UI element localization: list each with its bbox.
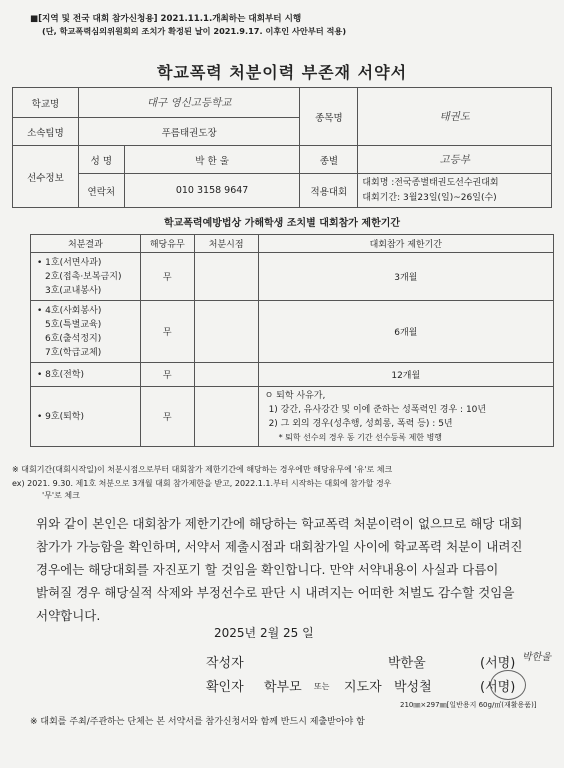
- row-1-result: [31, 253, 141, 301]
- row-3-result: [31, 363, 141, 387]
- header-line-2: (단, 학교폭력심의위원회의 조치가 확정된 날이 2021.9.17. 이후인 사안부터 적용): [42, 26, 347, 36]
- row-3-applies: 무: [140, 363, 194, 387]
- author-handwritten-signature: 박한울: [522, 652, 551, 663]
- header-period: 대회참가 제한기간: [258, 235, 553, 253]
- restriction-title: 학교폭력예방법상 가해학생 조치별 대회참가 제한기간: [163, 218, 401, 229]
- coach-sign-label: (서명): [480, 680, 516, 695]
- row-2-date: [194, 301, 258, 363]
- contact-label: 연락처: [78, 174, 124, 208]
- expulsion-reason: ㅇ 퇴학 사유가,: [264, 390, 326, 401]
- note-line-3: '무'로 체크: [42, 491, 80, 500]
- note-line-1: ※ 대회기간(대회시작일)이 처분시점으로부터 대회참가 제한기간에 해당하는 경우에만 해당유무에 '유'로 체크: [12, 465, 393, 474]
- player-info-table: [12, 87, 552, 208]
- row-4-period: [258, 387, 553, 447]
- contact-value: 010 3158 9647: [124, 174, 300, 208]
- row-1-applies: 무: [140, 253, 194, 301]
- author-label: 작성자: [206, 656, 244, 671]
- parent-label: 학부모: [264, 680, 302, 695]
- row-2-item: 7호(학급교체): [45, 347, 102, 358]
- expulsion-reason: * 퇴학 선수의 경우 동 기간 선수등록 제한 병행: [278, 432, 443, 442]
- row-1-period: 3개월: [258, 253, 553, 301]
- event-period: 대회기간: 3월23일(일)~26일(수): [362, 192, 497, 203]
- header-line-1: ■[지역 및 전국 대회 참가신청용] 2021.11.1.개최하는 대회부터 시행: [30, 14, 302, 24]
- expulsion-reason: 2) 그 외의 경우(성추행, 성희롱, 폭력 등) : 5년: [268, 418, 453, 429]
- event-name: 대회명 :전국종별태권도선수권대회: [362, 177, 499, 188]
- stamp-seal: [490, 670, 526, 700]
- row-1-date: [194, 253, 258, 301]
- header-date: 처분시점: [194, 235, 258, 253]
- team-value: 푸름태권도장: [78, 118, 300, 146]
- event-label: 적용대회: [300, 174, 358, 208]
- row-4-date: [194, 387, 258, 447]
- document-title: 학교폭력 처분이력 부존재 서약서: [156, 63, 408, 82]
- row-2-item: 6호(출석정지): [45, 333, 102, 344]
- row-2-item: • 4호(사회봉사): [37, 305, 102, 316]
- restriction-table: [30, 234, 554, 447]
- row-2-result: [31, 301, 141, 363]
- note-line-2: ex) 2021. 9.30. 제1호 처분으로 3개월 대회 참가제한을 받고, 2022.1.1.부터 시작하는 대회에 참가할 경우: [12, 479, 392, 488]
- sport-value: 태권도: [358, 88, 552, 146]
- pledge-paragraph: 위와 같이 본인은 대회참가 제한기간에 해당하는 학교폭력 처분이력이 없으므로 해당 대회 참가가 가능함을 확인하며, 서약서 제출시점과 대회참가일 사이에 학교폭력 처분이 내려진 경우에는 해당대회를 자진포기 할 것임을 확인합니다. 만약 서약내용이 사실과 다름이 밝혀질 경우 해당실적 삭제와 부정선수로 판단 시 내려지는 어떠한 처벌도 감수할 것임을 서약합니다.: [36, 516, 523, 623]
- author-sign-label: (서명): [480, 656, 516, 671]
- header-result: 처분결과: [31, 235, 141, 253]
- school-value: 대구 영신고등학교: [78, 88, 300, 118]
- sport-label: 종목명: [300, 88, 358, 146]
- header-applies: 해당유무: [140, 235, 194, 253]
- pledge-date: 2025년 2월 25 일: [214, 626, 314, 640]
- row-4-result: [31, 387, 141, 447]
- footer-note: ※ 대회를 주최/주관하는 단체는 본 서약서를 참가신청서와 함께 반드시 제출받아야 함: [30, 717, 365, 727]
- school-label: 학교명: [13, 88, 79, 118]
- category-label: 종별: [300, 146, 358, 174]
- row-2-period: 6개월: [258, 301, 553, 363]
- name-value: 박 한 울: [124, 146, 300, 174]
- coach-name: 박성철: [394, 680, 432, 695]
- row-4-item: • 9호(퇴학): [37, 411, 85, 422]
- category-value: 고등부: [358, 146, 552, 174]
- row-1-item: • 1호(서면사과): [37, 257, 102, 268]
- confirmer-label: 확인자: [206, 680, 244, 695]
- row-3-date: [194, 363, 258, 387]
- row-3-item: • 8호(전학): [37, 369, 85, 380]
- or-label: 또는: [314, 682, 330, 691]
- row-3-period: 12개월: [258, 363, 553, 387]
- team-label: 소속팀명: [13, 118, 79, 146]
- player-info-label: 선수정보: [13, 146, 79, 208]
- row-2-applies: 무: [140, 301, 194, 363]
- name-label: 성 명: [78, 146, 124, 174]
- row-2-item: 5호(특별교육): [45, 319, 102, 330]
- author-name: 박한울: [388, 656, 426, 671]
- expulsion-reason: 1) 강간, 유사강간 및 이에 준하는 성폭력인 경우 : 10년: [268, 404, 487, 415]
- row-1-item: 3호(교내봉사): [45, 285, 102, 296]
- row-4-applies: 무: [140, 387, 194, 447]
- paper-spec: 210㎜×297㎜[일반용지 60g/㎡(재활용품)]: [400, 701, 537, 709]
- event-cell: [358, 174, 552, 208]
- coach-label: 지도자: [344, 680, 382, 695]
- row-1-item: 2호(접촉·보복금지): [45, 271, 122, 282]
